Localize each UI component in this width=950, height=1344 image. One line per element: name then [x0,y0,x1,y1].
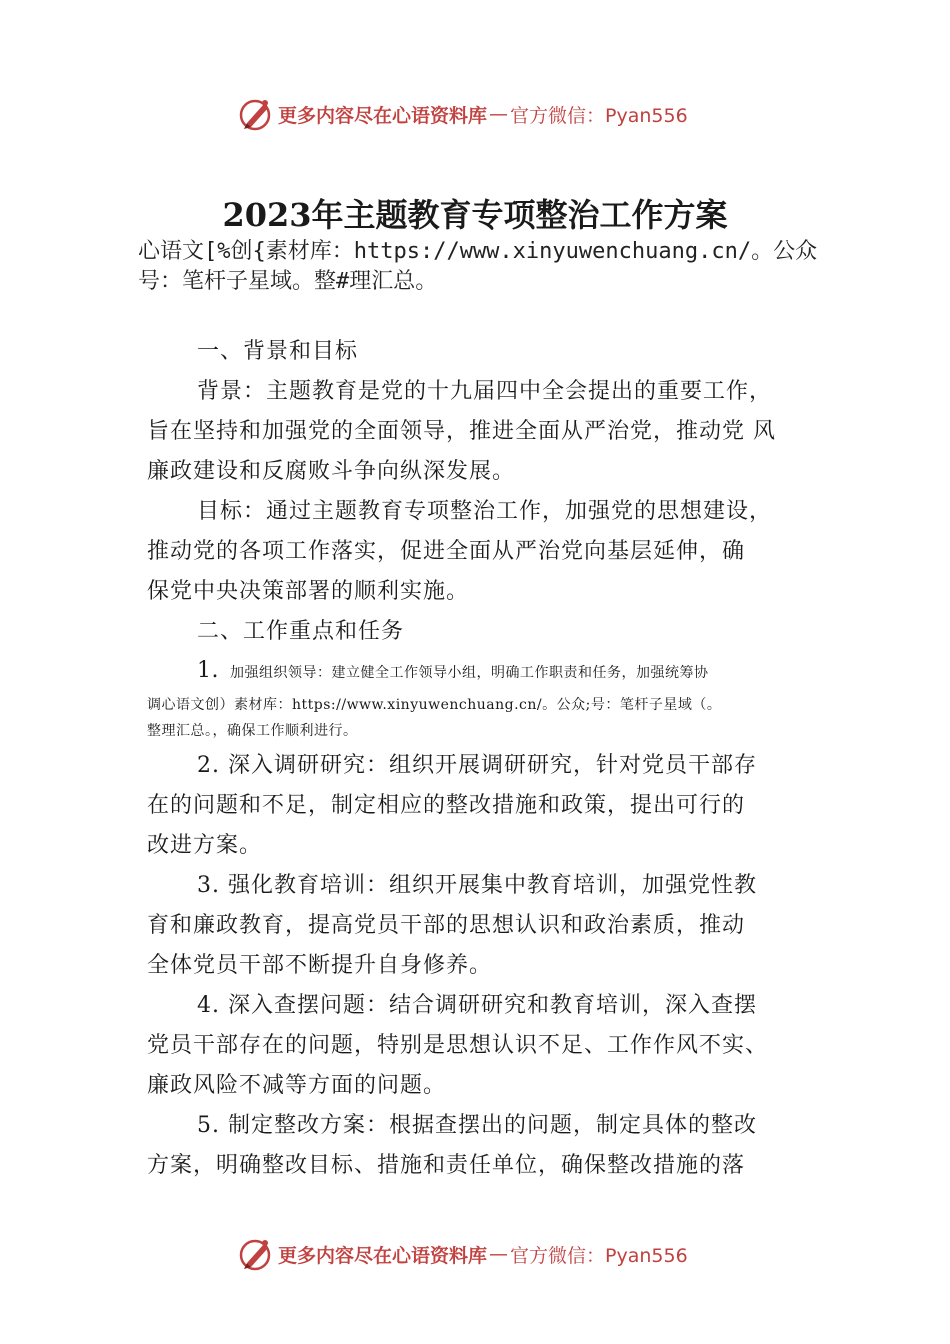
item-2-line-2: 在的问题和不足，制定相应的整改措施和政策，提出可行的 [147,793,746,818]
goal-line-3: 保党中央决策部署的顺利实施。 [147,579,470,604]
banner-main-text: 更多内容尽在心语资料库 [278,104,488,127]
section-1-heading: 一、背景和目标 [197,339,359,364]
item-1-text: 加强组织领导：建立健全工作领导小组，明确工作职责和任务，加强统筹协 [229,665,709,681]
item-3-line-3: 全体党员干部不断提升自身修养。 [147,953,493,978]
banner-wechat-text: 官方微信：Pyan556 [510,104,688,127]
item-3-line-2: 育和廉政教育，提高党员干部的思想认识和政治素质，推动 [147,913,746,938]
goal-line-2: 推动党的各项工作落实，促进全面从严治党向基层延伸，确 [147,539,746,564]
item-3-line-1: 3. 强化教育培训：组织开展集中教育培训，加强党性教 [197,873,757,898]
item-1-number: 1. [197,658,219,683]
item-2-line-3: 改进方案。 [147,833,263,858]
banner-dash: — [489,103,509,125]
watermark-line-2: 号：笔杆子星域。整#理汇总。 [138,269,438,294]
item-2-line-1: 2. 深入调研研究：组织开展调研研究，针对党员干部存 [197,753,757,778]
background-line-1: 背景：主题教育是党的十九届四中全会提出的重要工作， [197,379,773,404]
goal-line-1: 目标：通过主题教育专项整治工作，加强党的思想建设， [197,499,773,524]
section-2-heading: 二、工作重点和任务 [197,619,405,644]
pen-logo-icon [238,1236,274,1272]
banner-dash: — [489,1243,509,1265]
pen-logo-icon [238,96,274,132]
banner-wechat-text: 官方微信：Pyan556 [510,1244,688,1267]
item-4-line-1: 4. 深入查摆问题：结合调研研究和教育培训，深入查摆 [197,993,757,1018]
item-1-line-1 [197,658,708,683]
item-1-line-2: 调心语文创）素材库：https://www.xinyuwenchuang.cn/。公众;号：笔杆子星域（。 [147,697,722,713]
item-5-line-2: 方案，明确整改目标、措施和责任单位，确保整改措施的落 [147,1153,746,1178]
background-line-3: 廉政建设和反腐败斗争向纵深发展。 [147,459,516,484]
item-5-line-1: 5. 制定整改方案：根据查摆出的问题，制定具体的整改 [197,1113,757,1138]
footer-banner [0,1234,950,1274]
document-title: 2023年主题教育专项整治工作方案 [222,196,728,234]
item-1-line-3: 整理汇总。，确保工作顺利进行。 [147,723,358,739]
watermark-line-1: 心语文[%创{素材库：https://www.xinyuwenchuang.cn/。公众 [138,239,818,264]
background-line-2: 旨在坚持和加强党的全面领导，推进全面从严治党，推动党 风 [147,419,776,444]
banner-main-text: 更多内容尽在心语资料库 [278,1244,488,1267]
header-banner [0,94,950,134]
item-4-line-3: 廉政风险不减等方面的问题。 [147,1073,447,1098]
item-4-line-2: 党员干部存在的问题，特别是思想认识不足、工作作风不实、 [147,1033,769,1058]
